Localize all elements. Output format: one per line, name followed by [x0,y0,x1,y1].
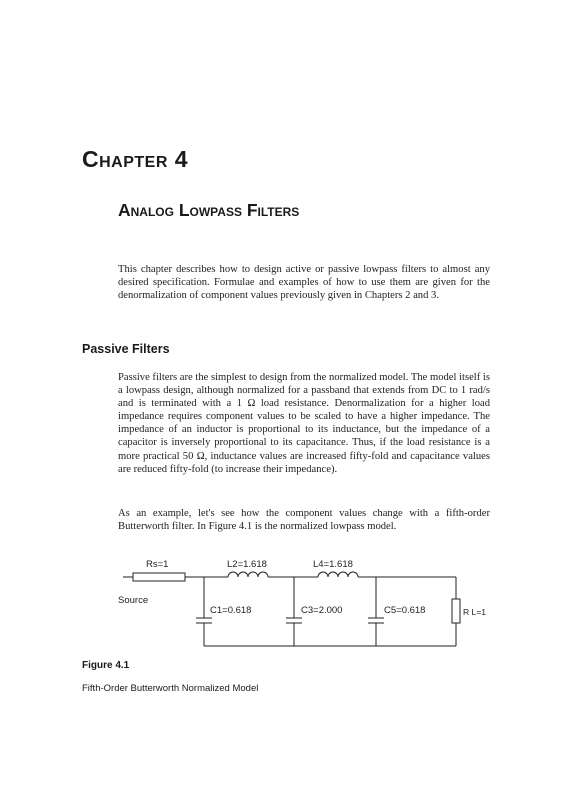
figure-caption: Fifth-Order Butterworth Normalized Model [82,683,259,694]
body-paragraph-1: Passive filters are the simplest to design from the normalized model. The model itself is a lowpass design, although normalized for a passband that extends from DC to 1 rad/s and is terminated with a 1 Ω load resistance. Denormalization for a higher load impedance requires component values to be scaled to have a higher impedance. The impedance of an inductor is proportional to its inductance, but the impedance of a capacitor is inversely proportional to its capacitance. Thus, if the load resistance is a more practical 50 Ω, inductance values are increased fifty-fold and capacitance values are reduced fifty-fold (to increase their impedance). [118,372,490,475]
rs-resistor [133,573,185,581]
l4-label: L4=1.618 [313,559,353,570]
rl-label: R L=1 [463,607,486,617]
figure-label: Figure 4.1 [82,660,130,671]
section-heading: Passive Filters [82,342,170,356]
intro-paragraph: This chapter describes how to design active or passive lowpass filters to almost any desired specification. Formulae and examples of how to use them are given for the denormalization of component values previously given in Chapters 2 and 3. [118,264,490,302]
c5-capacitor [368,577,384,646]
chapter-heading: Chapter 4 [82,146,189,172]
rl-resistor [452,599,460,623]
c5-label: C5=0.618 [384,605,426,616]
body-paragraph-2: As an example, let's see how the component values change with a fifth-order Butterworth filter. In Figure 4.1 is the normalized lowpass model. [118,508,490,533]
l4-inductor [318,572,358,577]
chapter-title: Analog Lowpass Filters [118,200,300,220]
c3-label: C3=2.000 [301,605,343,616]
source-label: Source [118,595,149,606]
l2-inductor [228,572,268,577]
c1-label: C1=0.618 [210,605,252,616]
c3-capacitor [286,577,302,646]
l2-label: L2=1.618 [227,559,267,570]
rs-label: Rs=1 [146,559,169,570]
circuit-diagram [118,552,486,652]
